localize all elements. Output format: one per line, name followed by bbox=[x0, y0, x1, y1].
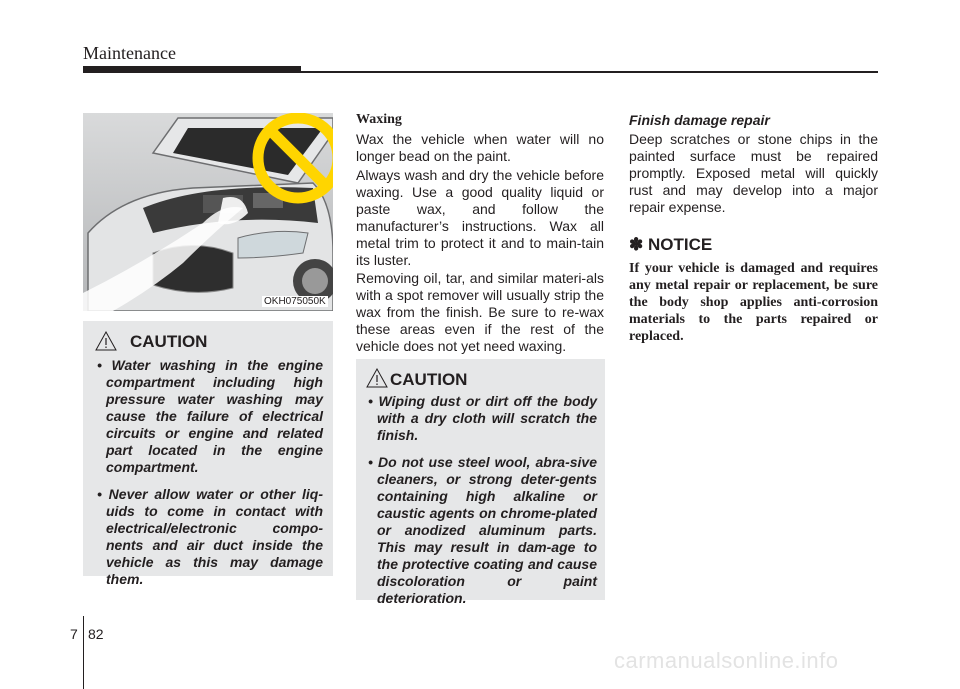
caution-item-text: Water washing in the engine compartment including high pressure water washing may cause the failure of electrical circuits or engine and related part located in the engine compartment. bbox=[106, 357, 323, 475]
caution-title: CAUTION bbox=[130, 332, 208, 351]
waxing-paragraph-2: Always wash and dry the vehicle before waxing. Use a good quality liquid or paste wax, and follow the manufacturer’s instructions. Wax all metal trim to protect it and to main-tain its luster. bbox=[356, 167, 604, 268]
notice-heading: ✽ NOTICE bbox=[629, 235, 713, 254]
waxing-heading: Waxing bbox=[356, 112, 402, 127]
caution-item: • Wiping dust or dirt off the body with a dry cloth will scratch the finish. bbox=[368, 393, 597, 443]
watermark-text: carmanualsonline.info bbox=[614, 648, 839, 673]
caution-list bbox=[364, 393, 597, 617]
warning-triangle-icon bbox=[366, 368, 388, 388]
header-rule-thin bbox=[301, 71, 878, 73]
caution-item: • Never allow water or other liq-uids to come in contact with electrical/electronic compo-nents and air duct inside the vehicle as this may damage them. bbox=[97, 486, 323, 587]
finish-damage-heading: Finish damage repair bbox=[629, 112, 770, 128]
chapter-number: 7 bbox=[70, 626, 78, 642]
photo-code-label: OKH075050K bbox=[264, 296, 326, 307]
header-rule-thick bbox=[83, 66, 301, 73]
notice-body: If your vehicle is damaged and requires any metal repair or replacement, be sure the body shop applies anti-corrosion materials to the parts repaired or replaced. bbox=[629, 261, 878, 344]
footer-divider bbox=[83, 616, 84, 689]
waxing-paragraph-3: Removing oil, tar, and similar materi-als with a spot remover will usually strip the wax from the finish. Be sure to re-wax these areas even if the rest of the vehicle does not yet need waxing. bbox=[356, 270, 604, 354]
caution-title: CAUTION bbox=[390, 370, 468, 389]
waxing-paragraph-1: Wax the vehicle when water will no longer bead on the paint. bbox=[356, 131, 604, 164]
page-number: 82 bbox=[88, 626, 104, 642]
warning-triangle-icon bbox=[95, 331, 117, 351]
caution-item-text: Never allow water or other liq-uids to come in contact with electrical/electronic compo-nents and air duct inside the vehicle as this may damage them. bbox=[106, 486, 323, 587]
caution-item-text: Wiping dust or dirt off the body with a dry cloth will scratch the finish. bbox=[377, 393, 597, 443]
caution-box-engine-washing bbox=[83, 321, 333, 587]
caution-item: • Water washing in the engine compartment including high pressure water washing may cause the failure of electrical circuits or engine and related part located in the engine compartment. bbox=[97, 357, 323, 475]
caution-item: • Do not use steel wool, abra-sive cleaners, or strong deter-gents containing high alkaline or caustic agents on chrome-plated or anodized aluminum parts. This may result in dam-age to the protective coating and cause discoloration or paint deterioration. bbox=[368, 454, 597, 606]
caution-box-finish-care bbox=[356, 359, 605, 606]
caution-list bbox=[93, 357, 323, 598]
page-header-title: Maintenance bbox=[83, 43, 176, 63]
engine-bay-photo bbox=[83, 113, 333, 311]
car-hood-illustration bbox=[83, 113, 333, 311]
caution-item-text: Do not use steel wool, abra-sive cleaners, or strong deter-gents containing high alkaline or caustic agents on chrome-plated or anodized aluminum parts. This may result in dam-age to the protective coating and cause discoloration or paint deterioration. bbox=[377, 454, 597, 606]
finish-damage-paragraph: Deep scratches or stone chips in the painted surface must be repaired promptly. Exposed metal will quickly rust and may develop into a major repair expense. bbox=[629, 131, 878, 215]
